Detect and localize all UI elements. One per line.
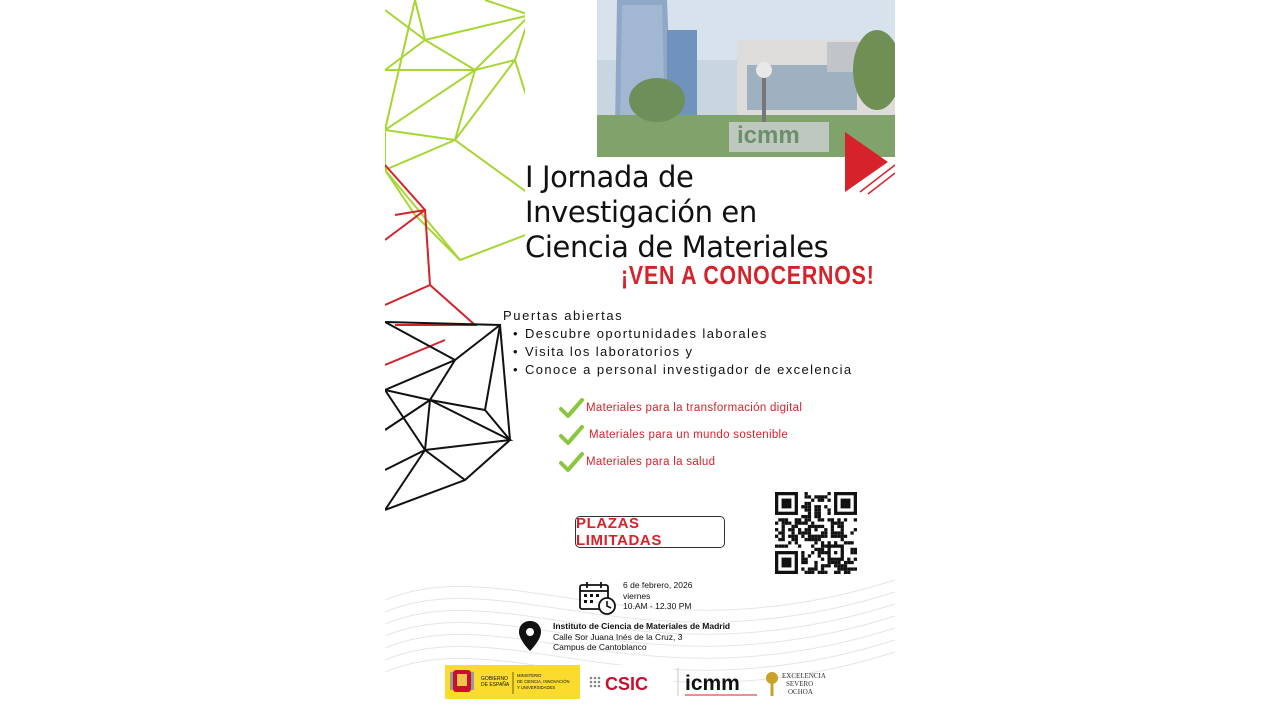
event-date: 6 de febrero, 2026 <box>623 580 693 590</box>
list-item: • Visita los laboratorios y <box>513 343 853 361</box>
street-address: Calle Sor Juana Inés de la Cruz, 3 <box>553 631 683 642</box>
event-time: 10.AM - 12.30 PM <box>623 601 692 611</box>
topic-label: Materiales para la transformación digital <box>586 402 803 414</box>
csic-emblem-icon <box>590 677 601 688</box>
sponsor-logos <box>445 662 885 702</box>
ministry-line-1: MINISTERIO <box>517 673 542 678</box>
topic-row <box>558 423 788 447</box>
campus-name: Campus de Cantoblanco <box>553 642 647 652</box>
qr-code[interactable] <box>775 492 857 574</box>
severo-line-1: EXCELENCIA <box>782 672 826 680</box>
checkmark-icon <box>558 397 584 419</box>
checkmark-icon <box>558 451 584 473</box>
institute-name: Instituto de Ciencia de Materiales de Madrid <box>553 621 731 631</box>
event-weekday: viernes <box>623 590 651 601</box>
list-item: • Descubre oportunidades laborales <box>513 325 853 343</box>
spain-coat-of-arms-icon <box>450 670 474 692</box>
title-line-1: I Jornada de <box>525 160 694 194</box>
open-doors-label: Puertas abiertas <box>503 308 624 323</box>
gov-line-2: DE ESPAÑA <box>481 682 510 688</box>
ministry-line-3: Y UNIVERSIDADES <box>517 685 556 690</box>
event-datetime <box>623 580 692 612</box>
title-line-2: Investigación en <box>525 195 757 229</box>
severo-line-3: OCHOA <box>788 688 813 696</box>
ministry-line-2: DE CIENCIA, INNOVACIÓN <box>517 679 570 684</box>
topic-label: Materiales para la salud <box>586 456 716 468</box>
geometric-decoration <box>385 0 525 520</box>
call-to-action-heading: ¡VEN A CONOCERNOS! <box>621 260 875 290</box>
title-line-3: Ciencia de Materiales <box>525 230 829 264</box>
event-poster <box>385 0 895 720</box>
csic-logo-text: CSIC <box>605 674 649 694</box>
list-item: • Conoce a personal investigador de excelencia <box>513 361 853 379</box>
severo-ochoa-medal-icon <box>766 672 778 696</box>
activities-list <box>513 325 853 379</box>
topic-row <box>558 450 715 474</box>
limited-places-badge: PLAZAS LIMITADAS <box>575 516 725 548</box>
checkmark-icon <box>558 424 584 446</box>
severo-line-2: SEVERO <box>786 680 814 688</box>
topic-label: Materiales para un mundo sostenible <box>589 429 789 441</box>
gov-line-1: GOBIERNO <box>481 676 508 682</box>
calendar-icon <box>578 580 618 616</box>
photo-logo-text: icmm <box>737 122 800 149</box>
event-title <box>525 160 885 265</box>
event-location <box>553 621 730 653</box>
location-pin-icon <box>518 620 542 652</box>
topic-row <box>558 396 802 420</box>
icmm-logo-text: icmm <box>685 672 740 695</box>
